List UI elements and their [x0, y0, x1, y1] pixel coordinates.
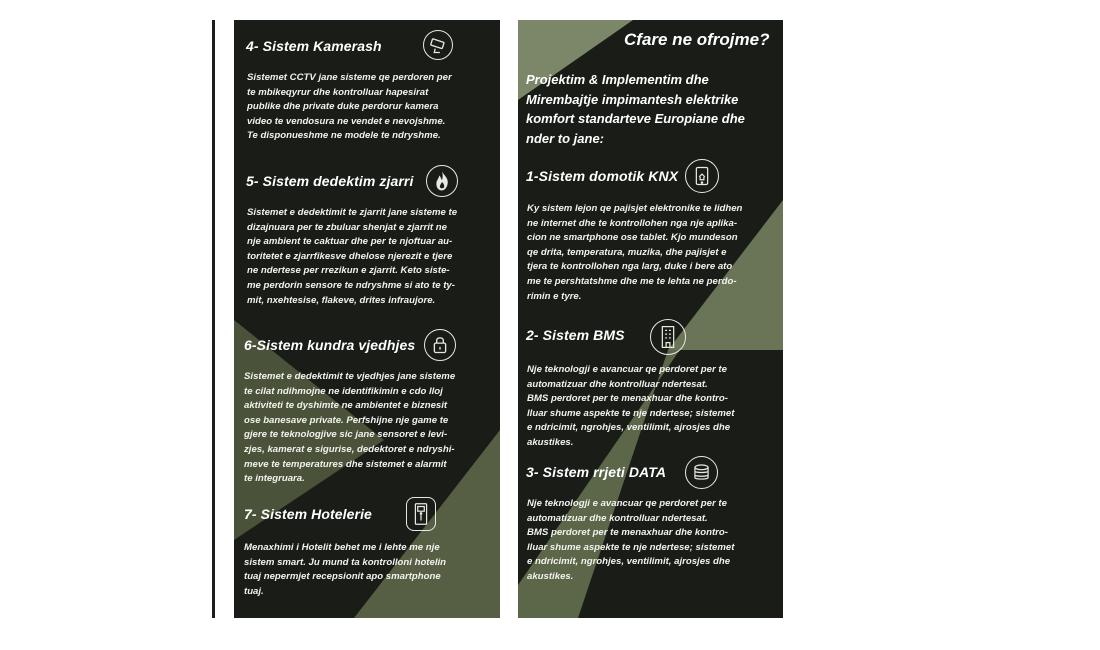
section-body-knx: Ky sistem lejon qe pajisjet elektronike te lidhen ne internet dhe te kontrollohen nga nje aplika- cion ne smartphone ose tablet. Kjo mundeson qe drita, temperatura, muzika, dhe pajisjet e tjera te kontrollohen nga larg, duke i bere ato me te pershtatshme dhe me te lehta ne perdo- rimin e tyre. [527, 203, 743, 302]
padlock-icon [424, 329, 456, 361]
cctv-camera-icon [423, 30, 453, 60]
section-body-anti-theft: Sistemet e dedektimit te vjedhjes jane sisteme te cilat ndihmojne ne identifikimin e cdo lloj aktiviteti te dyshimte ne ambientet e biznesit ose banesave private. Perfshijne nje game te gjere te teknologjive sic jane sensoret e levi- zjes, kamerat e sigurise, dedektoret e ndryshi- meve te temperatures dhe sistemet e alarmit te integruara. [244, 371, 456, 485]
section-body-cameras: Sistemet CCTV jane sisteme qe perdoren per te mbikeqyrur dhe kontrolluar hapesirat publike dhe private duke perdorur kamera video te vendosura ne vendet e nevojshme. Te disponueshme ne modele te ndryshme. [247, 72, 452, 142]
section-heading-data-network: 3- Sistem rrjeti DATA [526, 464, 667, 480]
brochure-left-panel [234, 20, 500, 618]
data-network-icon [685, 456, 718, 489]
offer-intro: Projektim & Implementim dhe Mirembajtje impimantesh elektrike komfort standarteve Europiane dhe nder to jane: [526, 72, 745, 146]
brochure-right-panel [518, 20, 783, 618]
section-heading-fire-detection: 5- Sistem dedektim zjarri [246, 173, 414, 189]
section-body-hotel: Menaxhimi i Hotelit behet me i lehte me nje sistem smart. Ju mund ta kontrolloni hotelin tuaj nepermjet recepsionit apo smartphone tuaj. [244, 542, 447, 597]
section-heading-knx: 1-Sistem domotik KNX [526, 168, 679, 184]
left-border-line [212, 20, 215, 618]
section-heading-bms: 2- Sistem BMS [526, 327, 625, 343]
offer-title: Cfare ne ofrojme? [624, 30, 770, 49]
section-body-bms: Nje teknologji e avancuar qe perdoret per te automatizuar dhe kontrolluar ndertesat. BMS perdoret per te menaxhuar dhe kontro- lluar shume aspekte te nje ndertese; sistemet e ndricimit, ngrohjes, ventilimit, ajrosjes dhe akustikes. [527, 364, 735, 448]
section-body-data-network: Nje teknologji e avancuar qe perdoret per te automatizuar dhe kontrolluar ndertesat. BMS perdoret per te menaxhuar dhe kontro- lluar shume aspekte te nje ndertese; sistemet e ndricimit, ngrohjes, ventilimit, ajrosjes dhe akustikes. [527, 498, 735, 582]
section-heading-cameras: 4- Sistem Kamerash [246, 38, 382, 54]
smart-home-tablet-icon [685, 159, 719, 193]
fire-icon [426, 165, 458, 197]
section-body-fire-detection: Sistemet e dedektimit te zjarrit jane sisteme te dizajnuara per te zbuluar shenjat e zjarrit ne nje ambient te caktuar dhe per te njoftuar au- toritetet e zjarrfikesve dhelose njerezit e tjere ne ndertese per rrezikun e zjarrit. Keto siste- me perdorin sensore te ndryshme si ato te ty- mit, nxehtesise, flakeve, drites infraujore. [247, 207, 458, 306]
section-heading-anti-theft: 6-Sistem kundra vjedhjes [244, 337, 416, 353]
section-heading-hotel: 7- Sistem Hotelerie [244, 506, 372, 522]
building-icon [650, 319, 686, 355]
hotel-door-icon [406, 497, 436, 531]
